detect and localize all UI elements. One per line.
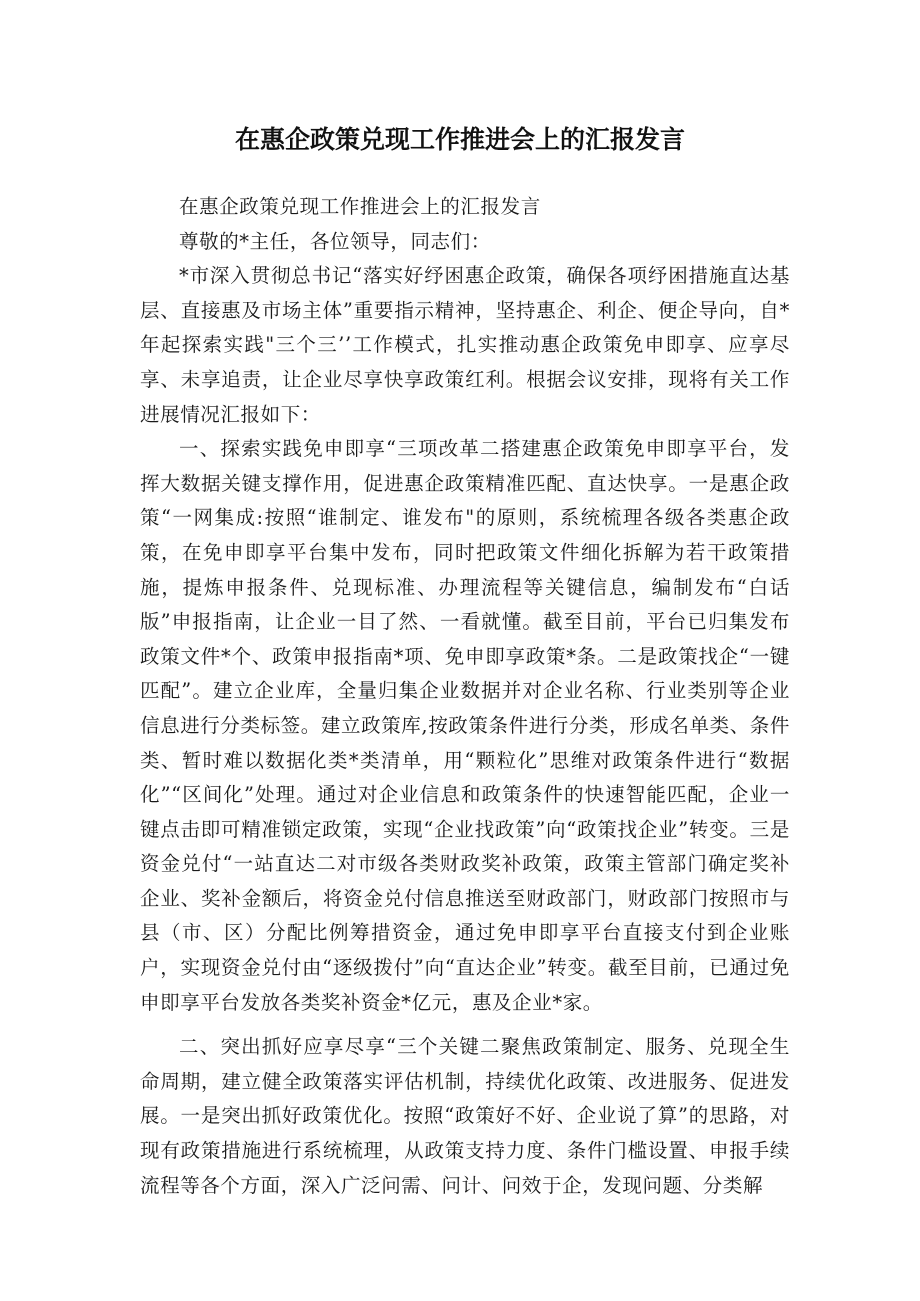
body-paragraph-heading-repeat: 在惠企政策兑现工作推进会上的汇报发言 <box>179 195 541 218</box>
body-paragraph-intro: *市深入贯彻总书记“落实好纾困惠企政策，确保各项纾困措施直达基层、直接惠及市场主体”重要指示精神，坚持惠企、利企、便企导向，自*年起探索实践"三个三’’工作模式，扎实推动惠企政策免申即享、应享尽享、未享追责，让企业尽享快享政策红利。根据会议安排，现将有关工作进展情况汇报如下： <box>140 264 790 426</box>
body-paragraph-section-one: 一、探索实践免申即享“三项改革二搭建惠企政策免申即享平台，发挥大数据关键支撑作用，促进惠企政策精准匹配、直达快享。一是惠企政策“一网集成:按照“谁制定、谁发布"的原则，系统梳理各级各类惠企政策，在免申即享平台集中发布，同时把政策文件细化拆解为若干政策措施，提炼申报条件、兑现标准、办理流程等关键信息，编制发布“白话版”申报指南，让企业一目了然、一看就懂。截至目前，平台已归集发布政策文件*个、政策申报指南*项、免申即享政策*条。二是政策找企“一键匹配”。建立企业库，全量归集企业数据并对企业名称、行业类别等企业信息进行分类标签。建立政策库,按政策条件进行分类，形成名单类、条件类、暂时难以数据化类*类清单，用“颗粒化”思维对政策条件进行“数据化”“区间化”处理。通过对企业信息和政策条件的快速智能匹配，企业一键点击即可精准锁定政策，实现“企业找政策”向“政策找企业”转变。三是资金兑付“一站直达二对市级各类财政奖补政策，政策主管部门确定奖补企业、奖补金额后，将资金兑付信息推送至财政部门，财政部门按照市与县（市、区）分配比例筹措资金，通过免申即享平台直接支付到企业账户，实现资金兑付由“逐级拨付”向“直达企业”转变。截至目前，已通过免申即享平台发放各类奖补资金*亿元，惠及企业*家。 <box>140 437 790 1014</box>
body-paragraph-section-two: 二、突出抓好应享尽享“三个关键二聚焦政策制定、服务、兑现全生命周期，建立健全政策落实评估机制，持续优化政策、改进服务、促进发展。一是突出抓好政策优化。按照“政策好不好、企业说了算”的思路，对现有政策措施进行系统梳理，从政策支持力度、条件门槛设置、申报手续流程等各个方面，深入广泛问需、问计、问效于企，发现问题、分类解 <box>140 1035 790 1197</box>
document-title: 在惠企政策兑现工作推进会上的汇报发言 <box>234 125 685 154</box>
document-body <box>140 190 790 1203</box>
body-paragraph-salutation: 尊敬的*主任，各位领导，同志们： <box>179 229 491 253</box>
